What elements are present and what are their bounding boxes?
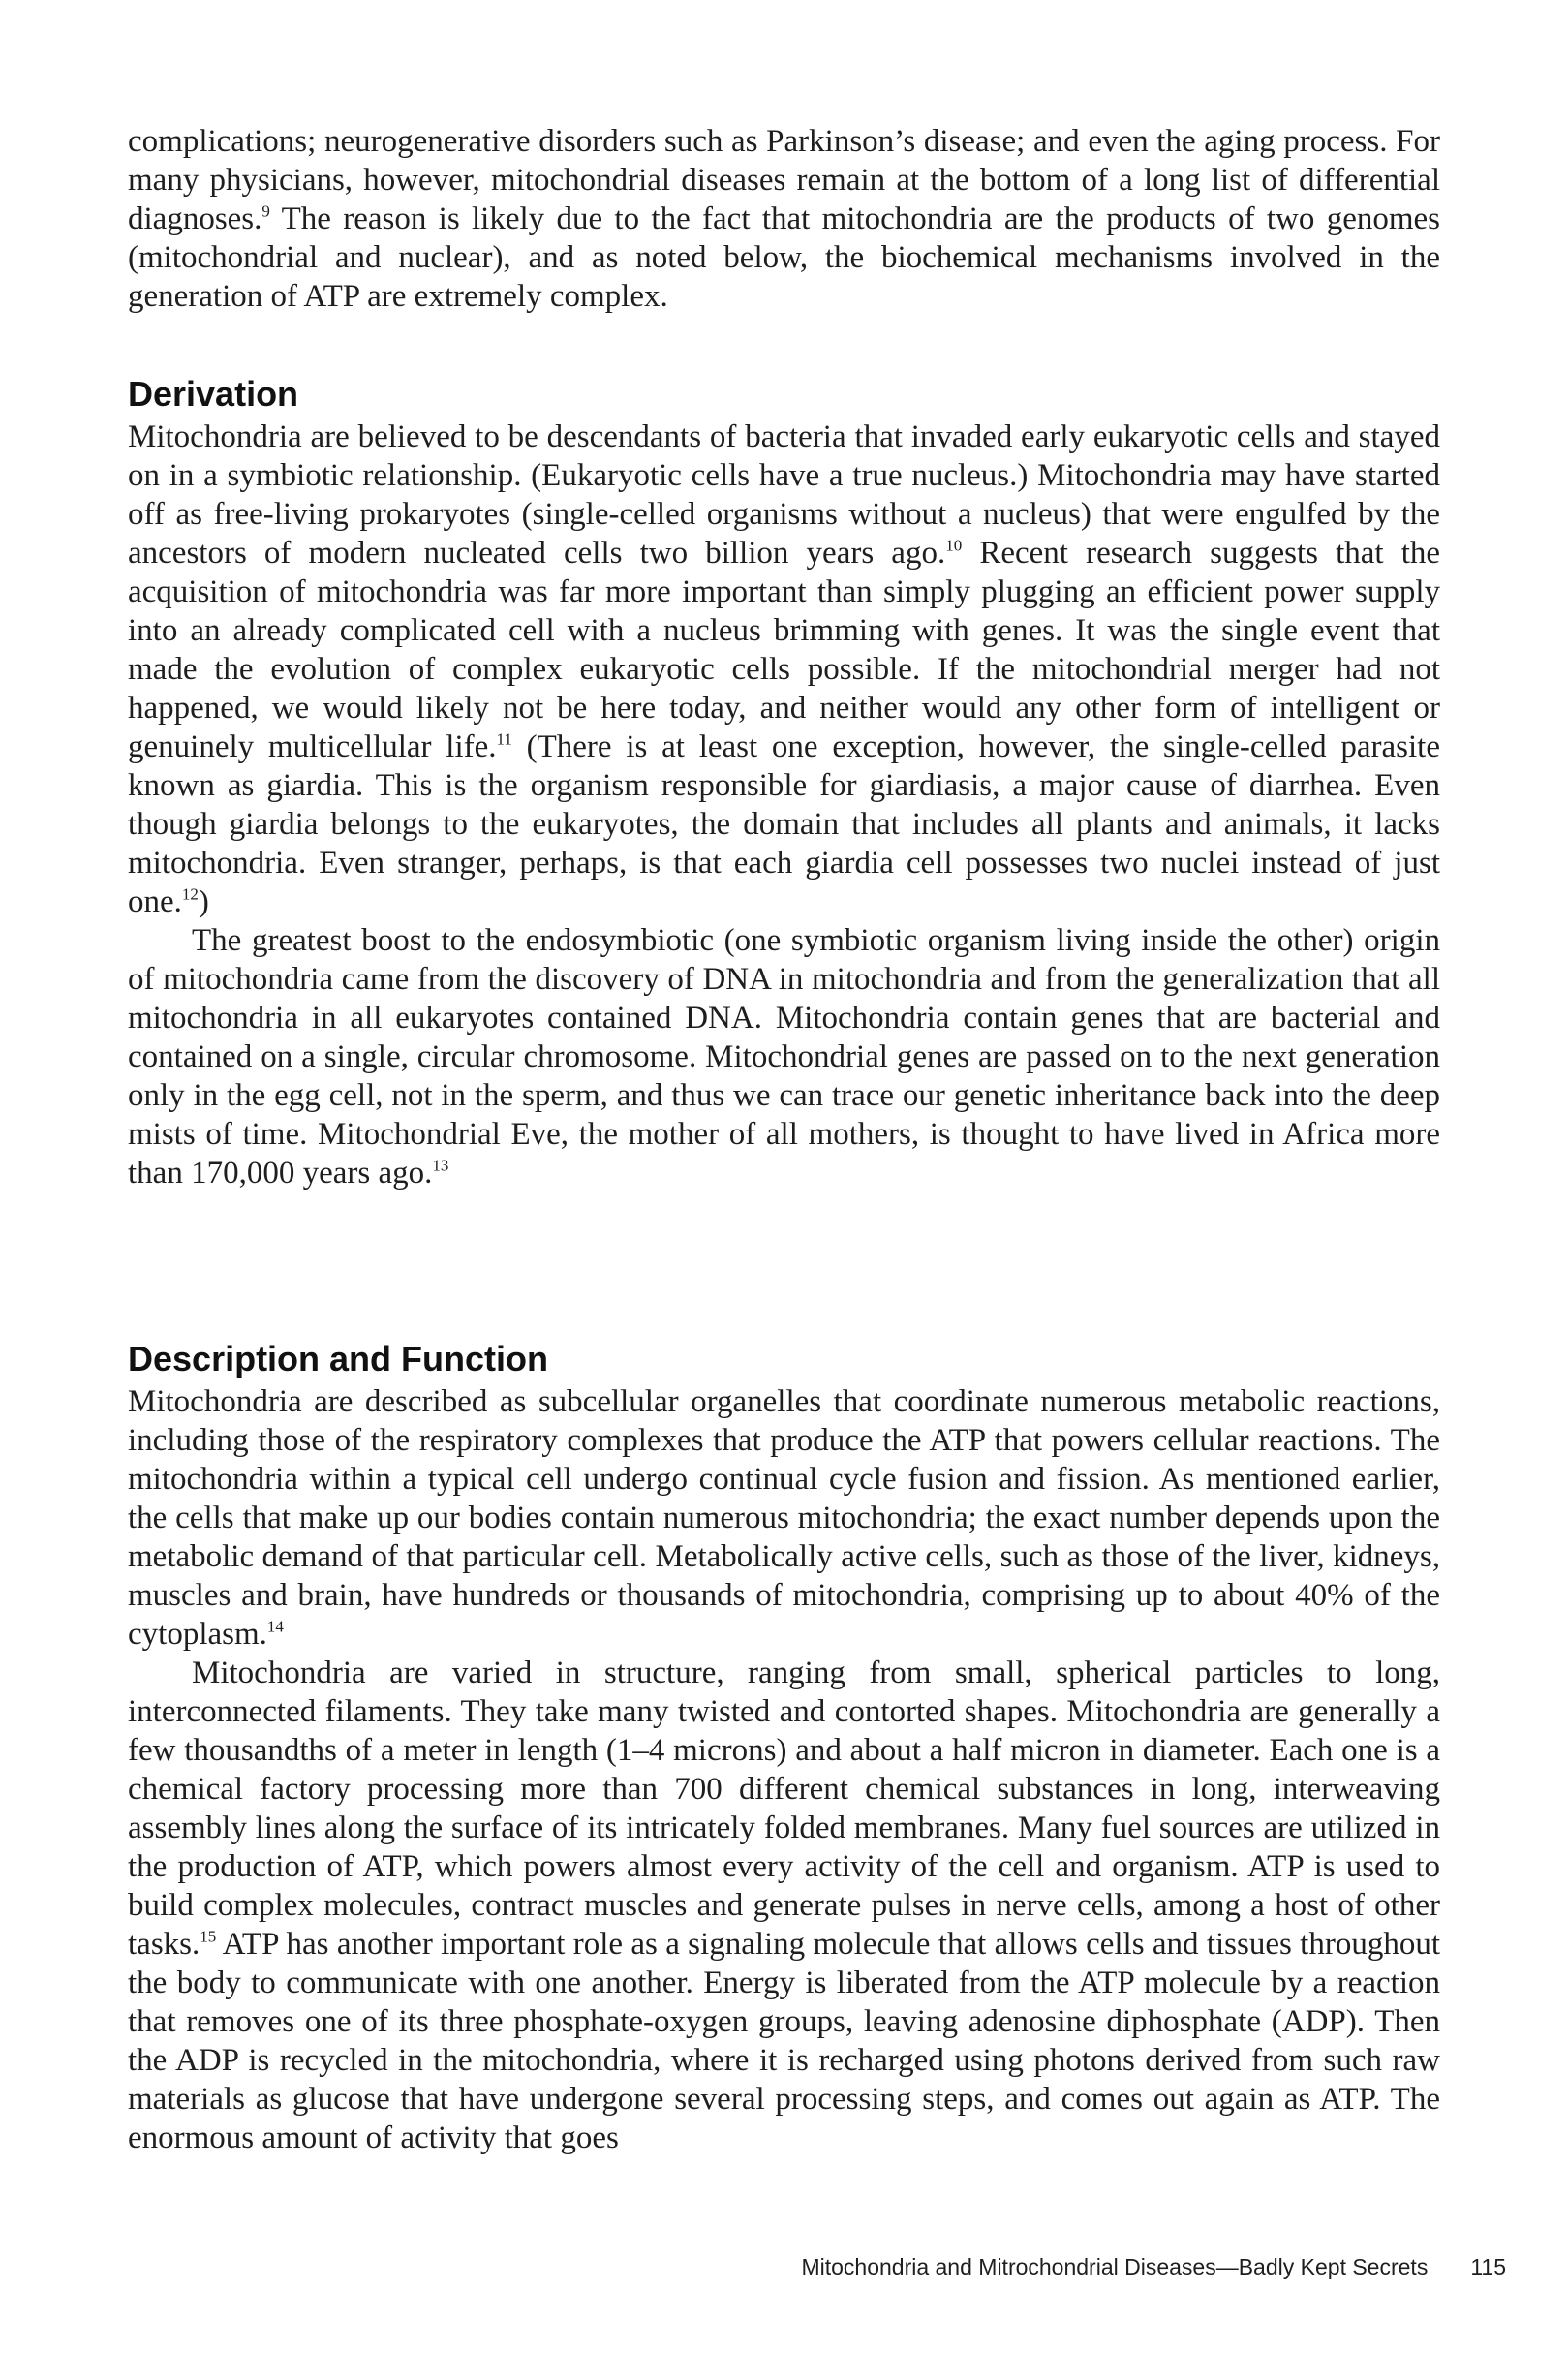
- intro-section: [128, 122, 1440, 316]
- description-paragraph-2: [128, 1654, 1440, 2157]
- description-section: [128, 1338, 1440, 2157]
- intro-paragraph: [128, 122, 1440, 316]
- footnote-ref-10[interactable]: 10: [945, 536, 963, 555]
- running-title: Mitochondria and Mitrochondrial Diseases—Badly Kept Secrets: [801, 2254, 1429, 2279]
- description-heading: Description and Function: [128, 1339, 549, 1378]
- description-paragraph-1: [128, 1382, 1440, 1654]
- derivation-p1-text-1: Mitochondria are believed to be descendants of bacteria that invaded early eukaryotic cells and stayed on in a symbiotic relationship. (Eukaryotic cells have a true nucleus.) Mitochondria may have started off as free-living prokaryotes (single-celled organisms without a nucleus) that were engulfed by the ancestors of modern nucleated cells two billion years ago.: [128, 419, 1440, 571]
- derivation-paragraph-2: [128, 921, 1440, 1192]
- derivation-p1-text-4: ): [198, 884, 209, 919]
- derivation-heading: Derivation: [128, 374, 299, 414]
- footnote-ref-14[interactable]: 14: [266, 1617, 284, 1636]
- footnote-ref-12[interactable]: 12: [181, 884, 199, 904]
- derivation-paragraph-1: [128, 418, 1440, 921]
- derivation-section: [128, 373, 1440, 1192]
- page-number: 115: [1470, 2254, 1506, 2279]
- description-p2-text-1: Mitochondria are varied in structure, ranging from small, spherical particles to long, interconnected filaments. They take many twisted and contorted shapes. Mitochondria are generally a few thousandths of a meter in length (1–4 microns) and about a half micron in diameter. Each one is a chemical factory processing more than 700 different chemical substances in long, interweaving assembly lines along the surface of its intricately folded membranes. Many fuel sources are utilized in the production of ATP, which powers almost every activity of the cell and organism. ATP is used to build complex molecules, contract muscles and generate pulses in nerve cells, among a host of other tasks.: [128, 1656, 1440, 1962]
- derivation-p1-text-2: Recent research suggests that the acquisition of mitochondria was far more important than simply plugging an efficient power supply into an already complicated cell with a nucleus brimming with genes. It was the single event that made the evolution of complex eukaryotic cells possible. If the mitochondrial merger had not happened, we would likely not be here today, and neither would any other form of intelligent or genuinely multicellular life.: [128, 536, 1441, 764]
- intro-text-2: The reason is likely due to the fact that mitochondria are the products of two genomes (mitochondrial and nuclear), and as noted below, the biochemical mechanisms involved in the generation of ATP are extremely complex.: [128, 201, 1440, 314]
- footnote-ref-15[interactable]: 15: [200, 1927, 217, 1946]
- derivation-p2-text-1: The greatest boost to the endosymbiotic (one symbiotic organism living inside the other) origin of mitochondria came from the discovery of DNA in mitochondria and from the generalization that all mitochondria in all eukaryotes contained DNA. Mitochondria contain genes that are bacterial and contained on a single, circular chromosome. Mitochondrial genes are passed on to the next generation only in the egg cell, not in the sperm, and thus we can trace our genetic inheritance back into the deep mists of time. Mitochondrial Eve, the mother of all mothers, is thought to have lived in Africa more than 170,000 years ago.: [128, 923, 1440, 1191]
- intro-text-1: complications; neurogenerative disorders such as Parkinson’s disease; and even the aging process. For many physicians, however, mitochondrial diseases remain at the bottom of a long list of differential diagnoses.: [128, 124, 1440, 236]
- footnote-ref-9[interactable]: 9: [261, 201, 270, 221]
- description-p1-text-1: Mitochondria are described as subcellular organelles that coordinate numerous metabolic reactions, including those of the respiratory complexes that produce the ATP that powers cellular reactions. The mitochondria within a typical cell undergo continual cycle fusion and fission. As mentioned earlier, the cells that make up our bodies contain numerous mitochondria; the exact number depends upon the metabolic demand of that particular cell. Metabolically active cells, such as those of the liver, kidneys, muscles and brain, have hundreds or thousands of mitochondria, comprising up to about 40% of the cytoplasm.: [128, 1384, 1440, 1652]
- description-p2-text-2: ATP has another important role as a signaling molecule that allows cells and tissues throughout the body to communicate with one another. Energy is liberated from the ATP molecule by a reaction that removes one of its three phosphate-oxygen groups, leaving adenosine diphosphate (ADP). Then the ADP is recycled in the mitochondria, where it is recharged using photons derived from such raw materials as glucose that have undergone several processing steps, and comes out again as ATP. The enormous amount of activity that goes: [128, 1927, 1440, 2155]
- page-footer: [801, 2254, 1506, 2280]
- footnote-ref-13[interactable]: 13: [432, 1156, 449, 1175]
- footnote-ref-11[interactable]: 11: [496, 729, 512, 749]
- derivation-p1-text-3: (There is at least one exception, however, the single-celled parasite known as giardia. This is the organism responsible for giardiasis, a major cause of diarrhea. Even though giardia belongs to the eukaryotes, the domain that includes all plants and animals, it lacks mitochondria. Even stranger, perhaps, is that each giardia cell possesses two nuclei instead of just one.: [128, 729, 1440, 919]
